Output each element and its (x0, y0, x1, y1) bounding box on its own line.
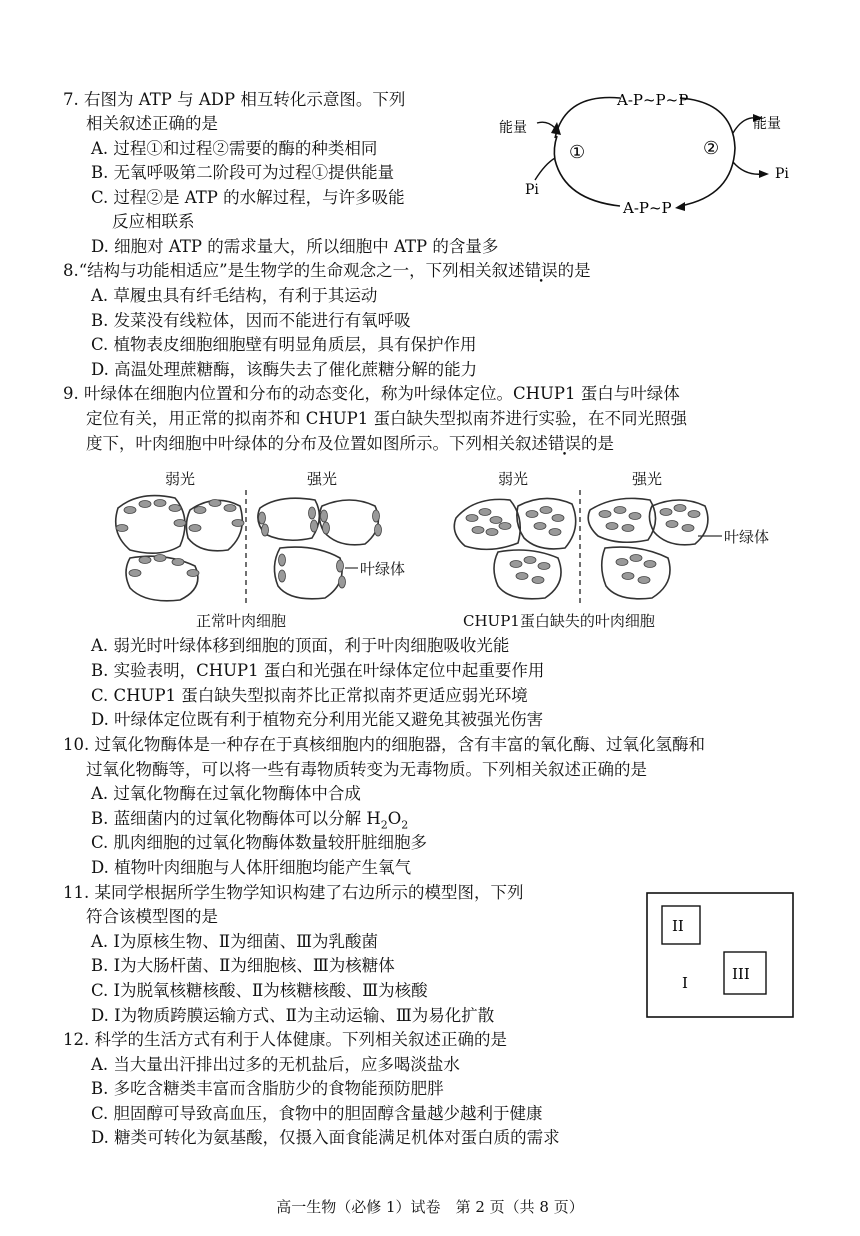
q7-option-d: D. 细胞对 ATP 的需求量大，所以细胞中 ATP 的含量多 (91, 237, 499, 256)
atp-adp-diagram (495, 88, 800, 228)
region-iii-label: III (732, 965, 750, 983)
q10-option-b: B. 蓝细菌内的过氧化物酶体可以分解 $H_2O_2$ (91, 809, 409, 832)
q7-option-b: B. 无氧呼吸第二阶段可为过程①提供能量 (91, 163, 395, 182)
chloroplast-figure (100, 488, 820, 606)
q9-emphasis: 错误 (548, 434, 581, 453)
q11-option-b: B. Ⅰ为大肠杆菌、Ⅱ为细胞核、Ⅲ为核糖体 (91, 956, 395, 975)
normal-cell-caption: 正常叶肉细胞 (196, 612, 287, 630)
normal-weak-light-label: 弱光 (165, 470, 196, 488)
process-2-label: ② (703, 138, 720, 159)
q10-stem-line1: 10. 过氧化物酶体是一种存在于真核细胞内的细胞器，含有丰富的氧化酶、过氧化氢酶和 (63, 735, 705, 754)
q9-option-b: B. 实验表明，CHUP1 蛋白和光强在叶绿体定位中起重要作用 (91, 661, 545, 680)
q9-option-a: A. 弱光时叶绿体移到细胞的顶面，利于叶肉细胞吸收光能 (91, 636, 510, 655)
q7-stem-line1: 7. 右图为 ATP 与 ADP 相互转化示意图。下列 (63, 90, 406, 109)
q12-option-a: A. 当大量出汗排出过多的无机盐后，应多喝淡盐水 (91, 1055, 460, 1074)
process-1-label: ① (569, 142, 586, 163)
q10-option-d: D. 植物叶肉细胞与人体肝细胞均能产生氧气 (91, 858, 412, 877)
mutant-cells (454, 490, 708, 606)
region-i-label: I (682, 974, 688, 992)
q9-option-c: C. CHUP1 蛋白缺失型拟南芥比正常拟南芥更适应弱光环境 (91, 686, 528, 705)
energy-in-label: 能量 (499, 120, 527, 136)
q8-option-c: C. 植物表皮细胞细胞壁有明显角质层，具有保护作用 (91, 335, 477, 354)
q8-option-a: A. 草履虫具有纤毛结构，有利于其运动 (91, 286, 378, 305)
q11-option-a: A. Ⅰ为原核生物、Ⅱ为细菌、Ⅲ为乳酸菌 (91, 932, 379, 951)
pi-in-label: Pi (525, 182, 539, 198)
q7-option-c-cont: 反应相联系 (112, 212, 195, 231)
pi-out-label: Pi (775, 166, 789, 182)
q12-option-b: B. 多吃含糖类丰富而含脂肪少的食物能预防肥胖 (91, 1079, 444, 1098)
q9-option-d: D. 叶绿体定位既有利于植物充分利用光能又避免其被强光伤害 (91, 710, 544, 729)
q10-stem-line2: 过氧化物酶等，可以将一些有毒物质转变为无毒物质。下列相关叙述正确的是 (86, 760, 647, 779)
energy-out-label: 能量 (753, 116, 781, 132)
q12-stem: 12. 科学的生活方式有利于人体健康。下列相关叙述正确的是 (63, 1030, 507, 1049)
page-footer: 高一生物（必修 1）试卷 第 2 页（共 8 页） (276, 1198, 584, 1216)
q11-option-c: C. Ⅰ为脱氧核糖核酸、Ⅱ为核糖核酸、Ⅲ为核酸 (91, 981, 428, 1000)
q7-option-c: C. 过程②是 ATP 的水解过程，与许多吸能 (91, 188, 405, 207)
normal-strong-light-label: 强光 (307, 470, 338, 488)
q8-option-b: B. 发菜没有线粒体，因而不能进行有氧呼吸 (91, 311, 411, 330)
normal-chloroplast-label: 叶绿体 (360, 560, 406, 578)
q10-option-a: A. 过氧化物酶在过氧化物酶体中合成 (91, 784, 361, 803)
region-ii-label: II (672, 917, 684, 935)
mutant-chloroplast-label: 叶绿体 (724, 528, 770, 546)
mutant-chloroplasts (466, 505, 700, 584)
mutant-strong-light-label: 强光 (632, 470, 663, 488)
q9-stem-line3: 度下，叶肉细胞中叶绿体的分布及位置如图所示。下列相关叙述错误的是 (86, 434, 614, 453)
q8-option-d: D. 高温处理蔗糖酶，该酶失去了催化蔗糖分解的能力 (91, 360, 478, 379)
q9-stem-line1: 9. 叶绿体在细胞内位置和分布的动态变化，称为叶绿体定位。CHUP1 蛋白与叶绿体 (63, 384, 680, 403)
atp-label: A-P~P~P (617, 91, 689, 109)
q12-option-c: C. 胆固醇可导致高血压，食物中的胆固醇含量越少越利于健康 (91, 1104, 543, 1123)
adp-label: A-P~P (623, 199, 672, 217)
q12-option-d: D. 糖类可转化为氨基酸，仅摄入面食能满足机体对蛋白质的需求 (91, 1128, 560, 1147)
mutant-weak-light-label: 弱光 (498, 470, 529, 488)
q11-option-d: D. Ⅰ为物质跨膜运输方式、Ⅱ为主动运输、Ⅲ为易化扩散 (91, 1006, 495, 1025)
q11-stem-line1: 11. 某同学根据所学生物学知识构建了右边所示的模型图，下列 (63, 883, 524, 902)
q9-stem-line2: 定位有关，用正常的拟南芥和 CHUP1 蛋白缺失型拟南芥进行实验，在不同光照强 (86, 409, 688, 428)
q11-stem-line2: 符合该模型图的是 (86, 907, 218, 926)
q7-stem-line2: 相关叙述正确的是 (86, 114, 218, 133)
q7-option-a: A. 过程①和过程②需要的酶的种类相同 (91, 139, 378, 158)
mutant-cell-caption: CHUP1蛋白缺失的叶肉细胞 (463, 612, 655, 630)
normal-cells (116, 490, 379, 606)
q10-option-c: C. 肌肉细胞的过氧化物酶体数量较肝脏细胞多 (91, 833, 428, 852)
q8-emphasis: 错误 (524, 261, 558, 280)
q8-stem: 8.“结构与功能相适应”是生物学的生命观念之一，下列相关叙述错误的是 (63, 261, 591, 280)
set-model-diagram (646, 892, 796, 1020)
